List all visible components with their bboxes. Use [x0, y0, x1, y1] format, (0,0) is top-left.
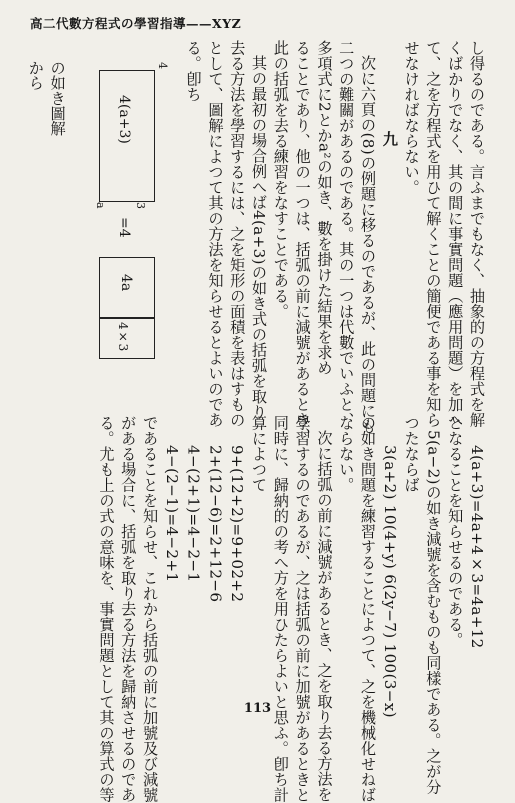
rectangle-whole: [99, 70, 155, 202]
text-line: る。尤も上の式の意味を、事實問題として其の算式の等: [97, 415, 116, 803]
formula-line: 4−(2−1)=4−2+1: [162, 445, 181, 583]
formula-line: 3(a+2) 10(4+y) 6(2y−7) 100(3−x): [380, 445, 399, 719]
bottom-label-3: 3: [134, 202, 147, 209]
formula-line: 2+(12−6)=2+12−6: [206, 445, 225, 603]
section-number: 九: [380, 131, 399, 147]
text-line: 二つの難關があるのである。其の一つは代數でいふと、: [337, 40, 356, 428]
text-line: 同時に、歸納的の考へ方を用ひたらよいと思ふ。卽ち計: [271, 415, 290, 803]
text-line: であることを知らせ、これから括弧の前に加號及び減號: [141, 415, 160, 803]
formula-line: 4−(2+1)=4−2−1: [184, 445, 203, 583]
text-line: 此の括弧を去る練習をなすことである。: [271, 40, 290, 319]
rect-label-4a: 4a: [118, 274, 134, 292]
text-line: 次に括弧の前に減號があるとき、之を取り去る方法を: [315, 430, 334, 803]
text-line: 多項式に2とかa²の如き、數を掛けた結果を求め: [315, 40, 334, 376]
rect-label-4x3: 4×3: [116, 322, 130, 352]
text-line: 其の最初の場合例へば4(a+3)の如き式の括弧を取り: [250, 55, 269, 420]
page-number: 113: [243, 701, 272, 716]
rect-label-whole: 4(a+3): [116, 95, 132, 144]
bottom-label-a: a: [94, 202, 107, 209]
text-line: つたならば: [402, 415, 421, 493]
running-head: 高二代數方程式の學習指導——XYZ: [30, 16, 242, 31]
text-line: となることを知らせるのである。: [446, 415, 465, 648]
text-line: 次に六頁の(8)の例題に移るのであるが、此の問題にも: [359, 55, 378, 435]
text-line: 去る方法を學習するには、之を矩形の面積を表はすもの: [228, 40, 247, 428]
text-line: がある場合に、括弧を取り去る方法を歸納させるのであ: [119, 415, 138, 803]
text-line: 算によつて: [250, 415, 269, 493]
text-line: 5(a−2)の如き減號を含むものも同樣である。之が分: [424, 430, 443, 795]
formula-line: 4(a+3)=4a+4×3=4a+12: [468, 445, 486, 650]
text-line: る。卽ち: [184, 40, 203, 102]
figure-caption: の如き圖解から: [26, 60, 67, 136]
text-line: ることであり、他の一つは、括弧の前に減號があるとき、: [293, 40, 312, 443]
text-line: ならない。: [337, 415, 356, 493]
text-line: し得るのである。言ふまでもなく、抽象的の方程式を解: [468, 40, 486, 428]
equals-sign: =4: [116, 217, 132, 238]
area-diagram: [94, 62, 169, 362]
text-line: 學習するのであるが、之は括弧の前に加號があるときと: [293, 415, 312, 803]
text-line: て、之を方程式を用ひて解くことの簡便である事を知ら: [424, 40, 443, 428]
text-line: せなければならない。: [402, 40, 421, 195]
formula-line: 9+(12+2)=9+02+2: [228, 445, 247, 603]
rectangle-part-a: [99, 257, 155, 319]
upper-text-block: [182, 40, 487, 443]
text-line: として、圖解によつて其の方法を知らせるとよいのであ: [206, 40, 225, 428]
text-line: の如き問題を練習することによつて、之を機械化せねば: [359, 415, 378, 803]
text-line: くばかりでなく、其の間に事實問題（應用問題）を加へ: [446, 40, 465, 428]
rectangle-part-3: [99, 317, 155, 359]
side-label-4: 4: [156, 62, 169, 69]
